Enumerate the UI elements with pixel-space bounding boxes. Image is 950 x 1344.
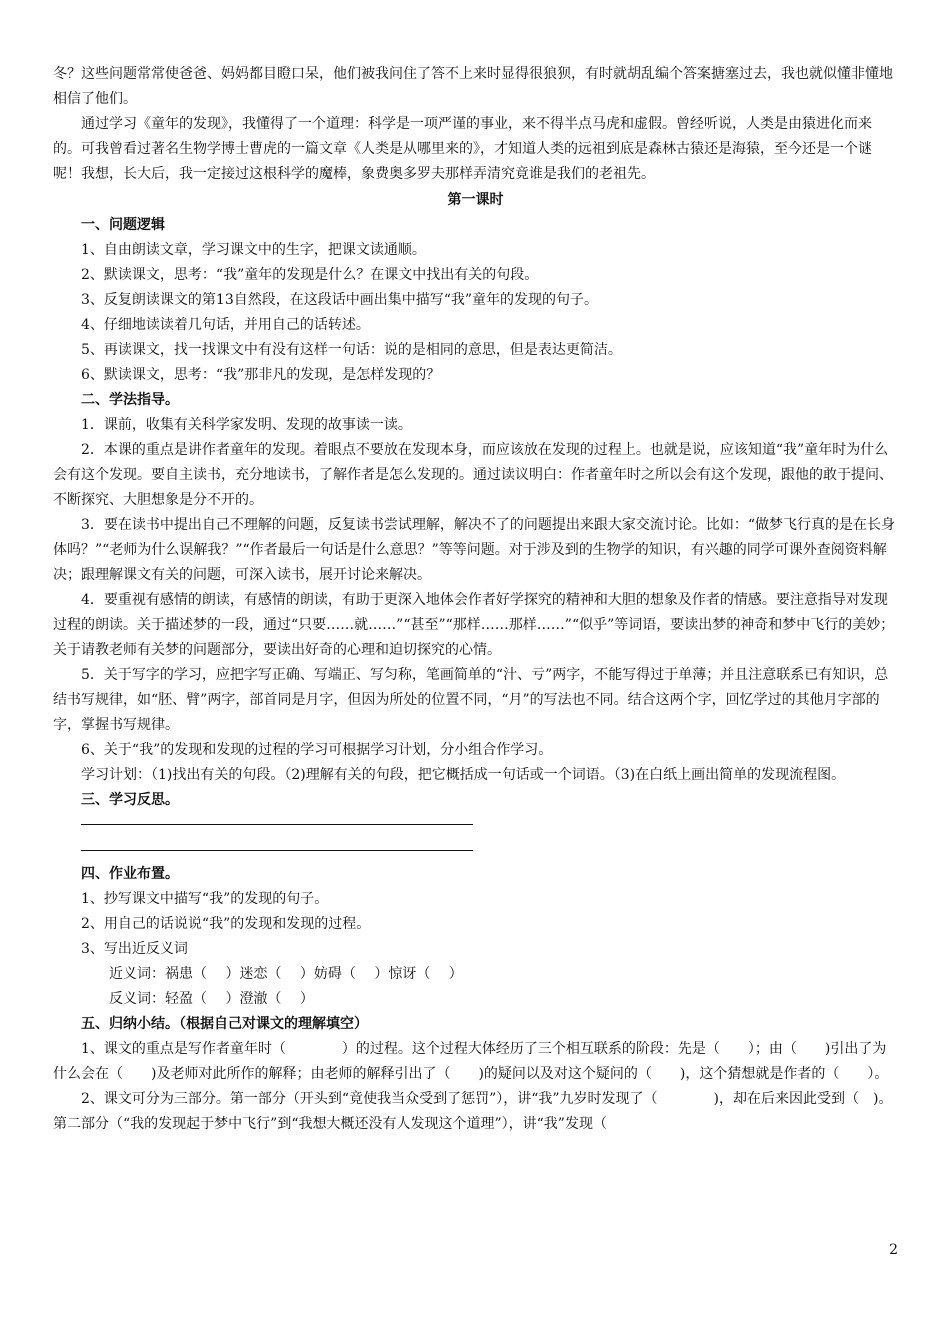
method-paragraph: 1．课前，收集有关科学家发明、发现的故事读一读。 — [81, 417, 412, 433]
lesson-title: 第一课时 — [447, 192, 504, 208]
list-item: 1、抄写课文中描写“我”的发现的句子。 — [81, 891, 329, 907]
list-item: 1、自由朗读文章，学习课文中的生字，把课文读通顺。 — [81, 242, 426, 258]
method-paragraph: 3．要在读书中提出自己不理解的问题，反复读书尝试理解，解决不了的问题提出来跟大家交流讨论。比如：“做梦飞行真的是在长身体吗？”“老师为什么误解我？”“作者最后一句话是什么意思？”等等问题。对于涉及到的生物学的知识，有兴趣的同学可课外查阅资料解决；跟理解课文有关的问题，可深入读书，展开讨论来解决。 — [53, 517, 896, 583]
intro-paragraph-2: 通过学习《童年的发现》，我懂得了一个道理：科学是一项严谨的事业，来不得半点马虎和虚假。曾经听说，人类是由猿进化而来的。可我曾看过著名生物学博士曹虎的一篇文章《人类是从哪里来的》，才知道人类的远祖到底是森林古猿还是海猿，至今还是一个谜呢！我想，长大后，我一定接过这根科学的魔棒，象费奥多罗夫那样弄清究竟谁是我们的老祖先。 — [53, 116, 872, 182]
list-item: 6、默读课文，思考：“我”那非凡的发现，是怎样发现的？ — [81, 367, 441, 383]
intro-paragraph-1: 冬？这些问题常常使爸爸、妈妈都目瞪口呆，他们被我问住了答不上来时显得很狼狈，有时就胡乱编个答案搪塞过去，我也就似懂非懂地相信了他们。 — [53, 66, 893, 107]
list-item: 2、用自己的话说说“我”的发现和发现的过程。 — [81, 916, 371, 932]
section-heading-method: 二、学法指导。 — [81, 392, 179, 408]
study-plan: 学习计划：（1)找出有关的句段。（2)理解有关的句段，把它概括成一句话或一个词语。（3)在白纸上画出简单的发现流程图。 — [81, 767, 846, 783]
summary-paragraph: 1、课文的重点是写作者童年时（ ）的过程。这个过程大体经历了三个相互联系的阶段：先是（ ）；由（ )引出了为什么会在（ )及老师对此所作的解释；由老师的解释引出了（ )的疑问以及对这个疑问的（ )，这个猜想就是作者的（ ）。 — [53, 1041, 889, 1082]
section-heading-summary: 五、归纳小结。（根据自己对课文的理解填空） — [81, 1016, 368, 1032]
section-heading-homework: 四、作业布置。 — [81, 866, 179, 882]
section-heading-questions: 一、问题逻辑 — [81, 217, 165, 233]
page-number: 2 — [889, 1242, 898, 1258]
reflection-line[interactable] — [81, 824, 473, 825]
summary-paragraph: 2、课文可分为三部分。第一部分（开头到“竟使我当众受到了惩罚”），讲“我”九岁时发现了（ )，却在后来因此受到（ )。第二部分（“我的发现起于梦中飞行”到“我想大概还没有人发现这个道理”），讲“我”发现（ — [53, 1091, 893, 1132]
method-paragraph: 4．要重视有感情的朗读，有感情的朗读，有助于更深入地体会作者好学探究的精神和大胆的想象及作者的情感。要注意指导对发现过程的朗读。关于描述梦的一段，通过“只要……就……”“甚至”“那样……那样……”“似乎”等词语，要读出梦的神奇和梦中飞行的美妙；关于请教老师有关梦的问题部分，要读出好奇的心理和迫切探究的心情。 — [53, 592, 895, 658]
list-item: 5、再读课文，找一找课文中有没有这样一句话：说的是相同的意思，但是表达更简洁。 — [81, 342, 622, 358]
reflection-line[interactable] — [81, 850, 473, 851]
synonym-exercise: 近义词：祸患（ ）迷恋（ ）妨碍（ ）惊讶（ ） — [109, 966, 463, 982]
list-item: 3、写出近反义词 — [81, 941, 188, 957]
section-heading-reflection: 三、学习反思。 — [81, 792, 179, 808]
method-paragraph: 2．本课的重点是讲作者童年的发现。着眼点不要放在发现本身，而应该放在发现的过程上。也就是说，应该知道“我”童年时为什么会有这个发现。要自主读书，充分地读书，了解作者是怎么发现的。通过读议明白：作者童年时之所以会有这个发现，跟他的敢于提问、不断探究、大胆想象是分不开的。 — [53, 442, 893, 508]
list-item: 2、默读课文，思考：“我”童年的发现是什么？在课文中找出有关的句段。 — [81, 267, 539, 283]
document-page — [53, 62, 898, 1137]
method-paragraph: 6、关于“我”的发现和发现的过程的学习可根据学习计划，分小组合作学习。 — [81, 742, 553, 758]
list-item: 3、反复朗读课文的第13自然段，在这段话中画出集中描写“我”童年的发现的句子。 — [81, 292, 599, 308]
method-paragraph: 5．关于写字的学习，应把字写正确、写端正、写匀称，笔画简单的“汁、亏”两字，不能写得过于单薄；并且注意联系已有知识，总结书写规律，如“胚、臂”两字，部首同是月字，但因为所处的位置不同，“月”的写法也不同。结合这两个字，回忆学过的其他月字部的字，掌握书写规律。 — [53, 667, 889, 733]
list-item: 4、仔细地读读着几句话，并用自己的话转述。 — [81, 317, 370, 333]
antonym-exercise: 反义词：轻盈（ ）澄澈（ ） — [109, 991, 314, 1007]
